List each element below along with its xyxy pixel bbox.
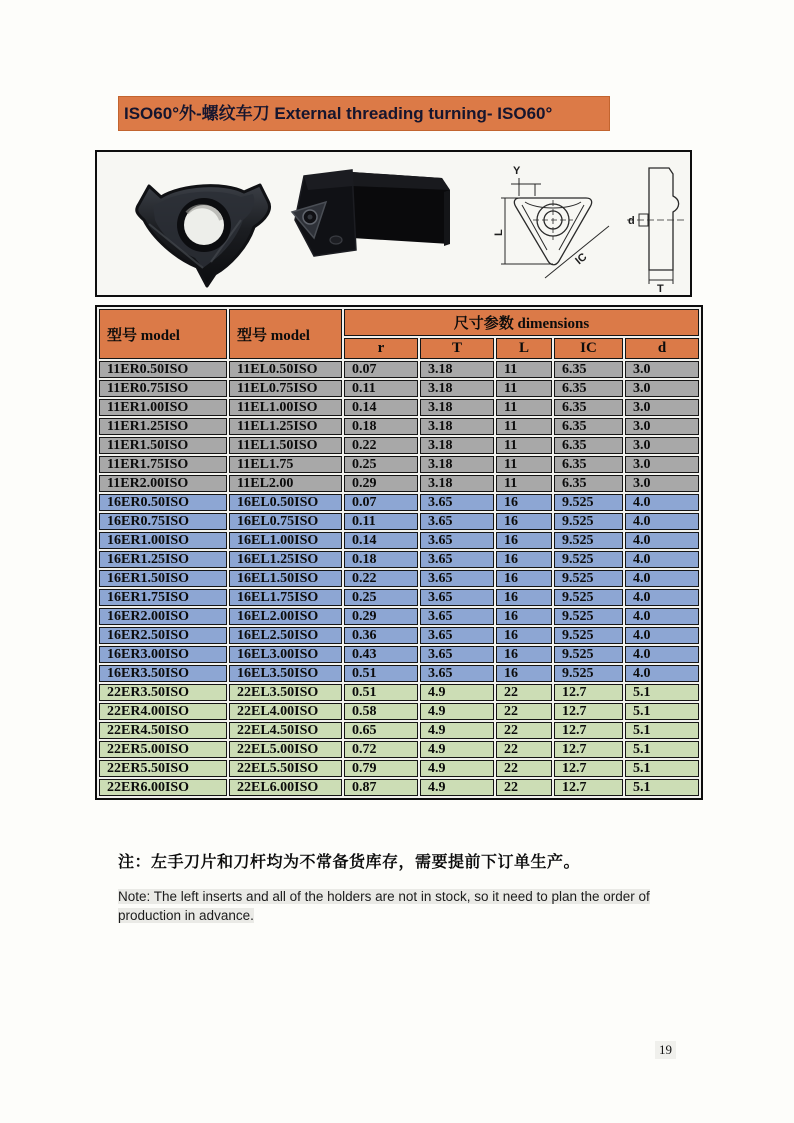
- model-cell: 16EL0.50ISO: [229, 494, 342, 511]
- table-row: [99, 399, 699, 416]
- dim-label-l: L: [493, 229, 505, 236]
- dimension-cell: 3.65: [420, 627, 494, 644]
- dimension-cell: 5.1: [625, 722, 699, 739]
- dimension-cell: 9.525: [554, 513, 623, 530]
- dimension-cell: 4.9: [420, 703, 494, 720]
- header-model-left: 型号 model: [229, 309, 342, 359]
- dimension-cell: 4.0: [625, 532, 699, 549]
- model-cell: 16ER1.75ISO: [99, 589, 227, 606]
- dimension-cell: 4.0: [625, 570, 699, 587]
- dimension-cell: 3.18: [420, 418, 494, 435]
- model-cell: 11EL0.50ISO: [229, 361, 342, 378]
- dimension-cell: 16: [496, 532, 552, 549]
- dimension-cell: 5.1: [625, 703, 699, 720]
- model-cell: 16ER1.50ISO: [99, 570, 227, 587]
- dimension-cell: 4.0: [625, 589, 699, 606]
- table-row: [99, 703, 699, 720]
- dimension-cell: 3.0: [625, 380, 699, 397]
- dimension-cell: 11: [496, 399, 552, 416]
- table-row: [99, 779, 699, 796]
- dimension-cell: 16: [496, 646, 552, 663]
- dimension-cell: 5.1: [625, 741, 699, 758]
- model-cell: 11ER0.50ISO: [99, 361, 227, 378]
- model-cell: 16ER2.00ISO: [99, 608, 227, 625]
- model-cell: 22ER5.00ISO: [99, 741, 227, 758]
- model-cell: 11EL1.25ISO: [229, 418, 342, 435]
- table-row: [99, 646, 699, 663]
- dimension-cell: 9.525: [554, 608, 623, 625]
- dimension-cell: 0.51: [344, 665, 418, 682]
- dimension-cell: 12.7: [554, 760, 623, 777]
- dimension-cell: 6.35: [554, 361, 623, 378]
- model-cell: 11EL1.75: [229, 456, 342, 473]
- dimension-cell: 0.22: [344, 570, 418, 587]
- dimension-cell: 22: [496, 741, 552, 758]
- header-col-ic: IC: [554, 338, 623, 359]
- dimension-cell: 12.7: [554, 779, 623, 796]
- header-model-right: 型号 model: [99, 309, 227, 359]
- dimension-cell: 4.0: [625, 665, 699, 682]
- dimension-cell: 12.7: [554, 741, 623, 758]
- model-cell: 22ER4.00ISO: [99, 703, 227, 720]
- dimension-cell: 3.18: [420, 361, 494, 378]
- dimension-cell: 0.11: [344, 380, 418, 397]
- dimension-cell: 9.525: [554, 589, 623, 606]
- product-figure: [95, 150, 692, 297]
- dimension-cell: 6.35: [554, 380, 623, 397]
- model-cell: 22EL4.00ISO: [229, 703, 342, 720]
- dimension-cell: 12.7: [554, 684, 623, 701]
- table-row: [99, 589, 699, 606]
- dimension-cell: 4.0: [625, 646, 699, 663]
- model-cell: 16EL2.00ISO: [229, 608, 342, 625]
- dimension-cell: 0.07: [344, 361, 418, 378]
- table-row: [99, 475, 699, 492]
- dimension-cell: 0.87: [344, 779, 418, 796]
- model-cell: 22EL4.50ISO: [229, 722, 342, 739]
- dimension-cell: 3.0: [625, 399, 699, 416]
- dim-label-d: d: [628, 215, 635, 227]
- insert-side-drawing-icon: [625, 162, 687, 294]
- table-row: [99, 437, 699, 454]
- table-row: [99, 494, 699, 511]
- dimension-cell: 3.65: [420, 532, 494, 549]
- dimension-cell: 0.36: [344, 627, 418, 644]
- dimension-cell: 6.35: [554, 437, 623, 454]
- dimension-cell: 0.18: [344, 551, 418, 568]
- dimension-cell: 6.35: [554, 399, 623, 416]
- dimension-cell: 9.525: [554, 551, 623, 568]
- dimension-cell: 12.7: [554, 703, 623, 720]
- dimension-cell: 0.14: [344, 399, 418, 416]
- dimension-cell: 22: [496, 760, 552, 777]
- model-cell: 22EL5.50ISO: [229, 760, 342, 777]
- table-row: [99, 456, 699, 473]
- note-english-text: Note: The left inserts and all of the holders are not in stock, so it need to plan the order of production in advance.: [118, 889, 650, 923]
- dimension-cell: 3.65: [420, 551, 494, 568]
- dimension-cell: 4.9: [420, 741, 494, 758]
- model-cell: 16EL1.75ISO: [229, 589, 342, 606]
- dimension-cell: 0.43: [344, 646, 418, 663]
- insert-front-drawing-icon: [489, 158, 619, 293]
- table-row: [99, 418, 699, 435]
- table-row: [99, 570, 699, 587]
- model-cell: 11EL0.75ISO: [229, 380, 342, 397]
- dimension-cell: 4.9: [420, 722, 494, 739]
- dimension-cell: 11: [496, 361, 552, 378]
- model-cell: 16EL2.50ISO: [229, 627, 342, 644]
- model-cell: 16ER1.00ISO: [99, 532, 227, 549]
- dimension-cell: 3.65: [420, 589, 494, 606]
- dimension-cell: 16: [496, 608, 552, 625]
- threading-insert-photo-icon: [127, 170, 277, 288]
- dimension-cell: 3.18: [420, 456, 494, 473]
- dimension-cell: 4.0: [625, 608, 699, 625]
- dimension-cell: 3.65: [420, 494, 494, 511]
- note-english: [118, 888, 690, 926]
- dimension-cell: 4.0: [625, 551, 699, 568]
- dimension-cell: 0.11: [344, 513, 418, 530]
- model-cell: 16EL1.00ISO: [229, 532, 342, 549]
- table-row: [99, 608, 699, 625]
- dim-label-y: Y: [513, 165, 521, 177]
- header-col-r: r: [344, 338, 418, 359]
- dimension-cell: 5.1: [625, 779, 699, 796]
- model-cell: 16EL3.00ISO: [229, 646, 342, 663]
- model-cell: 16EL1.50ISO: [229, 570, 342, 587]
- dimension-cell: 9.525: [554, 494, 623, 511]
- model-cell: 11EL1.00ISO: [229, 399, 342, 416]
- dimension-cell: 0.25: [344, 589, 418, 606]
- dimension-cell: 3.18: [420, 399, 494, 416]
- dimension-cell: 4.0: [625, 513, 699, 530]
- model-cell: 16EL3.50ISO: [229, 665, 342, 682]
- model-cell: 16ER1.25ISO: [99, 551, 227, 568]
- model-cell: 22EL3.50ISO: [229, 684, 342, 701]
- dimension-cell: 3.18: [420, 475, 494, 492]
- dimension-cell: 16: [496, 627, 552, 644]
- dimension-cell: 0.25: [344, 456, 418, 473]
- model-cell: 11ER0.75ISO: [99, 380, 227, 397]
- dimension-cell: 11: [496, 456, 552, 473]
- page-number: 19: [655, 1041, 676, 1059]
- model-cell: 11ER2.00ISO: [99, 475, 227, 492]
- table-row: [99, 684, 699, 701]
- model-cell: 16ER3.50ISO: [99, 665, 227, 682]
- dimension-cell: 3.0: [625, 437, 699, 454]
- dim-label-t: T: [657, 283, 664, 294]
- dimension-cell: 9.525: [554, 532, 623, 549]
- header-col-l: L: [496, 338, 552, 359]
- header-col-t: T: [420, 338, 494, 359]
- dimension-cell: 0.14: [344, 532, 418, 549]
- dimension-cell: 3.18: [420, 380, 494, 397]
- dimension-cell: 3.18: [420, 437, 494, 454]
- header-dimensions: 尺寸参数 dimensions: [344, 309, 699, 336]
- dimension-cell: 0.29: [344, 608, 418, 625]
- page-title: ISO60°外-螺纹车刀 External threading turning- ISO60°: [118, 96, 610, 131]
- header-col-d: d: [625, 338, 699, 359]
- dimension-cell: 22: [496, 722, 552, 739]
- dimension-cell: 0.29: [344, 475, 418, 492]
- dimension-cell: 16: [496, 589, 552, 606]
- dimension-cell: 9.525: [554, 627, 623, 644]
- dimension-cell: 0.79: [344, 760, 418, 777]
- dimension-cell: 4.9: [420, 760, 494, 777]
- model-cell: 22EL5.00ISO: [229, 741, 342, 758]
- dimension-cell: 9.525: [554, 570, 623, 587]
- dimension-cell: 0.51: [344, 684, 418, 701]
- dimension-cell: 3.0: [625, 456, 699, 473]
- model-cell: 22EL6.00ISO: [229, 779, 342, 796]
- table-row: [99, 665, 699, 682]
- dimension-cell: 4.0: [625, 494, 699, 511]
- table-row: [99, 722, 699, 739]
- table-row: [99, 741, 699, 758]
- dimension-cell: 3.65: [420, 646, 494, 663]
- dimension-cell: 3.65: [420, 570, 494, 587]
- table-body: [99, 361, 699, 796]
- model-cell: 16ER3.00ISO: [99, 646, 227, 663]
- table-row: [99, 627, 699, 644]
- dimension-cell: 16: [496, 551, 552, 568]
- dimension-cell: 3.65: [420, 513, 494, 530]
- dimension-cell: 12.7: [554, 722, 623, 739]
- dimension-cell: 0.22: [344, 437, 418, 454]
- note-chinese: 注：左手刀片和刀杆均为不常备货库存，需要提前下订单生产。: [118, 854, 581, 871]
- dimension-cell: 3.65: [420, 665, 494, 682]
- dimension-cell: 4.9: [420, 779, 494, 796]
- model-cell: 16EL1.25ISO: [229, 551, 342, 568]
- model-cell: 22ER5.50ISO: [99, 760, 227, 777]
- model-cell: 22ER6.00ISO: [99, 779, 227, 796]
- dimension-cell: 0.18: [344, 418, 418, 435]
- dimension-cell: 6.35: [554, 456, 623, 473]
- dimension-cell: 0.72: [344, 741, 418, 758]
- model-cell: 11EL2.00: [229, 475, 342, 492]
- tool-holder-photo-icon: [290, 160, 460, 265]
- dimensions-table: [95, 305, 703, 800]
- dimension-cell: 6.35: [554, 418, 623, 435]
- dimension-cell: 22: [496, 703, 552, 720]
- model-cell: 16EL0.75ISO: [229, 513, 342, 530]
- dimension-cell: 11: [496, 437, 552, 454]
- table-row: [99, 551, 699, 568]
- table-row: [99, 760, 699, 777]
- dimension-cell: 4.9: [420, 684, 494, 701]
- model-cell: 16ER0.50ISO: [99, 494, 227, 511]
- dimension-cell: 4.0: [625, 627, 699, 644]
- dimension-cell: 3.0: [625, 475, 699, 492]
- model-cell: 22ER4.50ISO: [99, 722, 227, 739]
- dimension-cell: 16: [496, 494, 552, 511]
- model-cell: 11ER1.00ISO: [99, 399, 227, 416]
- dimension-cell: 22: [496, 779, 552, 796]
- model-cell: 16ER0.75ISO: [99, 513, 227, 530]
- dimension-cell: 5.1: [625, 760, 699, 777]
- table-row: [99, 361, 699, 378]
- model-cell: 22ER3.50ISO: [99, 684, 227, 701]
- dimension-cell: 11: [496, 380, 552, 397]
- dimension-cell: 3.0: [625, 361, 699, 378]
- dimension-cell: 0.07: [344, 494, 418, 511]
- model-cell: 11EL1.50ISO: [229, 437, 342, 454]
- table-row: [99, 380, 699, 397]
- dimension-cell: 11: [496, 418, 552, 435]
- dimension-cell: 3.0: [625, 418, 699, 435]
- dimension-cell: 0.65: [344, 722, 418, 739]
- table-row: [99, 532, 699, 549]
- dimension-cell: 6.35: [554, 475, 623, 492]
- dim-label-ic: IC: [573, 250, 590, 268]
- dimension-cell: 9.525: [554, 665, 623, 682]
- model-cell: 16ER2.50ISO: [99, 627, 227, 644]
- dimension-cell: 9.525: [554, 646, 623, 663]
- dimension-cell: 22: [496, 684, 552, 701]
- dimension-cell: 16: [496, 570, 552, 587]
- dimension-cell: 16: [496, 665, 552, 682]
- dimension-cell: 16: [496, 513, 552, 530]
- dimension-cell: 3.65: [420, 608, 494, 625]
- table-row: [99, 513, 699, 530]
- dimension-cell: 0.58: [344, 703, 418, 720]
- model-cell: 11ER1.25ISO: [99, 418, 227, 435]
- dimension-cell: 11: [496, 475, 552, 492]
- model-cell: 11ER1.75ISO: [99, 456, 227, 473]
- model-cell: 11ER1.50ISO: [99, 437, 227, 454]
- dimension-cell: 5.1: [625, 684, 699, 701]
